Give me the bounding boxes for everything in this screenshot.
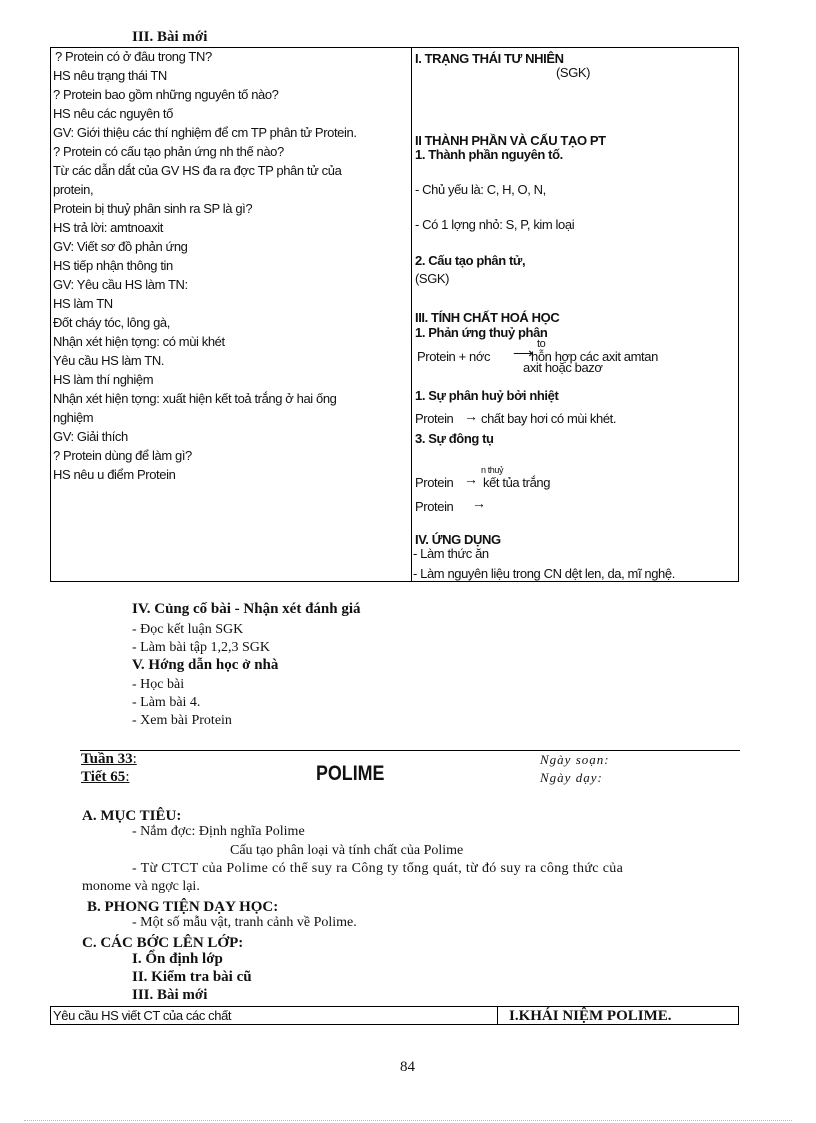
- subheading-coagulation: 3. Sự đông tụ: [415, 431, 494, 446]
- subheading-hydrolysis: 1. Phản ứng thuỷ phân: [415, 325, 548, 340]
- table-right-cell: I.KHÁI NIỆM POLIME.: [509, 1008, 672, 1024]
- equation-coagulation-product: kết tủa trắng: [483, 475, 551, 490]
- procedure-step: III. Bài mới: [132, 987, 208, 1003]
- arrow-right-icon: →: [464, 471, 478, 487]
- equation-hydrolysis-reactant: Protein + nớc: [417, 349, 491, 364]
- page-edge: [24, 1120, 792, 1121]
- week-label: [81, 751, 137, 768]
- equation-hydrolysis-catalyst: axit hoặc bazơ: [523, 360, 603, 375]
- objective-line: Cấu tạo phân loại và tính chất của Polime: [230, 843, 464, 858]
- resource-line: - Một số mẫu vật, tranh cảnh về Polime.: [132, 915, 357, 930]
- arrow-right-icon: →: [472, 495, 486, 511]
- equation-coagulation-condition: n thuỷ: [481, 465, 504, 475]
- left-line: GV: Yêu cầu HS làm TN:: [53, 277, 188, 292]
- equation-hydrolysis-product: hỗn hợp các axit amtan: [531, 349, 658, 364]
- left-line: ? Protein bao gồm những nguyên tố nào?: [53, 87, 279, 102]
- subheading-thermal-decomposition: 1. Sự phân huỷ bởi nhiệt: [415, 388, 559, 403]
- arrow-right-icon: →: [464, 408, 478, 424]
- left-line: Đốt cháy tóc, lông gà,: [53, 315, 170, 330]
- left-line: nghiệm: [53, 410, 94, 425]
- reference-sgk-2: (SGK): [415, 271, 450, 286]
- lesson-title: POLIME: [316, 762, 385, 785]
- left-line: ? Protein có ở đâu trong TN?: [55, 49, 212, 64]
- elements-minor: - Có 1 lợng nhỏ: S, P, kim loại: [415, 217, 575, 232]
- left-line: Nhận xét hiện tợng: có mùi khét: [53, 334, 225, 349]
- period-text: Tiết 65: [81, 769, 126, 785]
- arrow-right-icon: ⟶: [513, 345, 533, 361]
- left-line: HS làm TN: [53, 296, 113, 311]
- left-line: Protein bị thuỷ phân sinh ra SP là gì?: [53, 201, 253, 216]
- heading-homework: V. Hớng dẫn học ở nhà: [132, 657, 279, 673]
- equation-thermal-reactant: Protein: [415, 411, 454, 426]
- reference-sgk: (SGK): [556, 65, 591, 80]
- date-prepared-label: Ngày soạn:: [540, 752, 610, 767]
- period-colon: :: [125, 769, 130, 785]
- subheading-elements: 1. Thành phần nguyên tố.: [415, 147, 563, 162]
- section-title-chemical-properties: III. TÍNH CHẤT HOÁ HỌC: [415, 310, 560, 325]
- procedure-step: I. Ổn định lớp: [132, 951, 223, 967]
- equation-4-reactant: Protein: [415, 499, 454, 514]
- section-title-natural-state: I. TRẠNG THÁI TƯ NHIÊN: [415, 51, 564, 66]
- procedure-step: II. Kiểm tra bài cũ: [132, 969, 252, 985]
- date-taught-label: Ngày dạy:: [540, 770, 603, 785]
- left-line: Yêu cầu HS làm TN.: [53, 353, 165, 368]
- heading-procedure: C. CÁC BỚC LÊN LỚP:: [82, 935, 244, 951]
- left-line: Từ các dẫn dắt của GV HS đa ra đợc TP phân tử của: [53, 163, 342, 178]
- polymer-table: [50, 1006, 739, 1025]
- application-food: - Làm thức ăn: [413, 546, 489, 561]
- equation-thermal-product: chất bay hơi có mùi khét.: [481, 411, 617, 426]
- heading-objectives: A. MỤC TIÊU:: [82, 808, 182, 824]
- homework-item: - Xem bài Protein: [132, 713, 232, 728]
- left-line: ? Protein dùng để làm gì?: [53, 448, 192, 463]
- left-line: ? Protein có cấu tạo phản ứng nh thế nào?: [53, 144, 284, 159]
- consolidation-item: - Đọc kết luận SGK: [132, 622, 244, 637]
- objective-line: monome và ngợc lại.: [82, 879, 200, 894]
- lesson-table: [50, 47, 739, 582]
- section-title-applications: IV. ỨNG DỤNG: [415, 532, 501, 547]
- heading-consolidation: IV. Củng cố bài - Nhận xét đánh giá: [132, 601, 361, 617]
- period-label: [81, 769, 129, 786]
- left-line: GV: Giải thích: [53, 429, 128, 444]
- table-column-divider: [497, 1007, 498, 1024]
- table-column-divider: [411, 48, 412, 581]
- homework-item: - Làm bài 4.: [132, 695, 201, 710]
- homework-item: - Học bài: [132, 677, 185, 692]
- subheading-molecular-structure: 2. Cấu tạo phân tử,: [415, 253, 526, 268]
- section-title-composition: II THÀNH PHẦN VÀ CẤU TẠO PT: [415, 133, 606, 148]
- page-number: 84: [400, 1059, 415, 1075]
- left-line: HS trả lời: amtnoaxit: [53, 220, 163, 235]
- heading-resources: B. PHONG TIỆN DẠY HỌC:: [87, 899, 279, 915]
- elements-main: - Chủ yếu là: C, H, O, N,: [415, 182, 546, 197]
- table-left-cell: Yêu cầu HS viết CT của các chất: [53, 1008, 232, 1023]
- left-line: HS nêu u điểm Protein: [53, 467, 176, 482]
- week-colon: :: [132, 751, 137, 767]
- objective-line: - Từ CTCT của Polime có thể suy ra Công ty tổng quát, từ đó suy ra công thức của: [132, 861, 624, 876]
- header-rule: [80, 750, 740, 751]
- left-line: HS nêu trạng thái TN: [53, 68, 167, 83]
- left-line: GV: Viết sơ đồ phản ứng: [53, 239, 188, 254]
- consolidation-item: - Làm bài tập 1,2,3 SGK: [132, 640, 271, 655]
- left-line: HS làm thí nghiệm: [53, 372, 154, 387]
- application-industry: - Làm nguyên liệu trong CN dệt len, da, mĩ nghệ.: [413, 566, 675, 581]
- left-line: HS nêu các nguyên tố: [53, 106, 173, 121]
- week-text: Tuần 33: [81, 751, 133, 767]
- objective-line: - Nắm đợc: Định nghĩa Polime: [132, 824, 305, 839]
- left-line: HS tiếp nhận thông tin: [53, 258, 173, 273]
- left-line: Nhận xét hiện tợng: xuất hiện kết toả trắng ở hai ống: [53, 391, 337, 406]
- equation-coagulation-reactant: Protein: [415, 475, 454, 490]
- section-heading-new-lesson: III. Bài mới: [132, 29, 208, 45]
- left-line: protein,: [53, 182, 94, 197]
- left-line: GV: Giới thiệu các thí nghiệm để cm TP phân tử Protein.: [53, 125, 357, 140]
- equation-hydrolysis-condition: to: [537, 338, 546, 350]
